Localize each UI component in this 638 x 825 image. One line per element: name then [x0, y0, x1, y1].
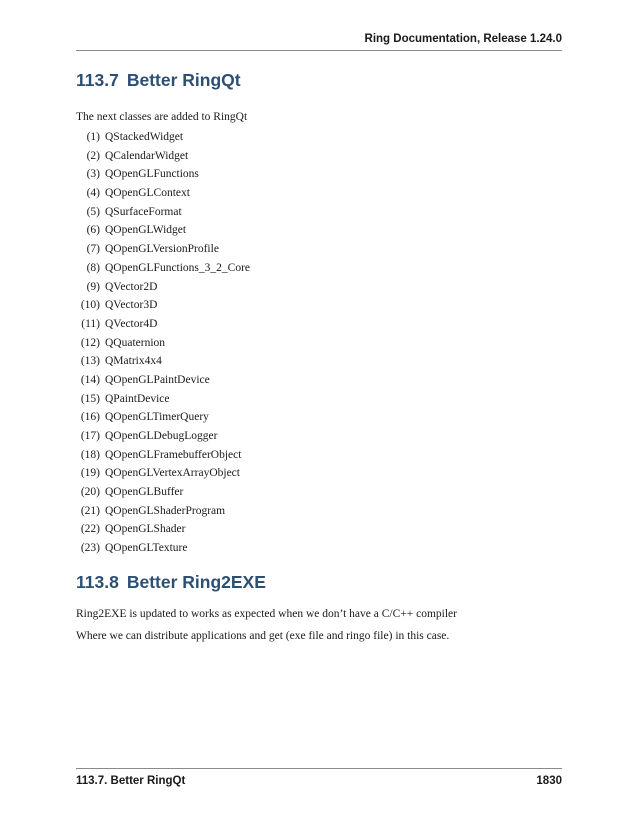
list-item-label: QStackedWidget [105, 131, 184, 143]
list-item-label: QOpenGLShaderProgram [105, 504, 226, 517]
list-item-label: QOpenGLFunctions [105, 168, 199, 181]
body-paragraph: Ring2EXE is updated to works as expected when we don’t have a C/C++ compiler [76, 608, 457, 620]
list-marker: (12) [80, 336, 100, 349]
list-item [76, 502, 250, 521]
section-number: 113.8 [76, 572, 119, 592]
list-item [76, 221, 250, 240]
list-marker: (21) [80, 504, 100, 517]
list-item-label: QPaintDevice [105, 392, 170, 405]
list-item [76, 539, 250, 558]
list-marker: (22) [80, 523, 100, 536]
list-item [76, 520, 250, 539]
list-item [76, 147, 250, 166]
list-item [76, 128, 250, 147]
footer-rule [76, 768, 562, 769]
list-item-label: QOpenGLDebugLogger [105, 430, 218, 442]
list-item [76, 184, 250, 203]
list-marker: (7) [86, 243, 100, 256]
list-marker: (19) [80, 467, 100, 480]
list-marker: (17) [80, 430, 100, 442]
list-item-label: QOpenGLVertexArrayObject [105, 467, 240, 480]
list-item-label: QOpenGLFunctions_3_2_Core [105, 261, 251, 274]
section-heading-better-ringqt [76, 70, 241, 91]
list-marker: (9) [86, 280, 100, 293]
running-header: Ring Documentation, Release 1.24.0 [364, 33, 562, 45]
list-marker: (1) [86, 131, 100, 143]
list-item [76, 203, 250, 222]
list-item-label: QOpenGLShader [105, 523, 186, 536]
list-marker: (8) [86, 261, 100, 274]
list-item-label: QOpenGLVersionProfile [105, 243, 219, 256]
list-item-label: QOpenGLTimerQuery [105, 411, 209, 424]
body-paragraph: Where we can distribute applications and get (exe file and ringo file) in this case. [76, 630, 450, 642]
list-item [76, 259, 250, 278]
class-list [76, 128, 250, 558]
list-marker: (5) [86, 205, 100, 218]
list-marker: (16) [80, 411, 100, 424]
list-item [76, 296, 250, 315]
list-marker: (20) [80, 486, 100, 499]
header-rule [76, 50, 562, 51]
list-marker: (10) [80, 299, 100, 312]
list-item [76, 483, 250, 502]
list-item-label: QOpenGLTexture [105, 542, 188, 555]
list-marker: (15) [80, 392, 100, 405]
list-item-label: QOpenGLContext [105, 187, 190, 200]
list-marker: (18) [80, 448, 100, 461]
list-item [76, 278, 250, 297]
list-marker: (14) [80, 373, 100, 386]
section-heading-better-ring2exe [76, 572, 266, 593]
list-item [76, 390, 250, 409]
list-item [76, 352, 250, 371]
section-title: Better Ring2EXE [126, 572, 266, 592]
list-item [76, 408, 250, 427]
list-item [76, 371, 250, 390]
list-marker: (3) [86, 168, 100, 181]
list-item [76, 165, 250, 184]
intro-paragraph: The next classes are added to RingQt [76, 111, 248, 123]
list-item [76, 240, 250, 259]
section-title: Better RingQt [126, 70, 241, 90]
footer-section-ref: 113.7. Better RingQt [76, 775, 186, 787]
list-item-label: QOpenGLFramebufferObject [105, 448, 242, 461]
list-item-label: QOpenGLWidget [105, 224, 187, 237]
list-marker: (2) [86, 149, 100, 162]
list-item-label: QQuaternion [105, 336, 166, 349]
list-item-label: QVector2D [105, 280, 158, 293]
section-number: 113.7 [76, 70, 119, 90]
list-item-label: QOpenGLPaintDevice [105, 373, 210, 386]
list-item-label: QMatrix4x4 [105, 355, 162, 368]
list-item [76, 334, 250, 353]
list-marker: (13) [80, 355, 100, 368]
list-item [76, 464, 250, 483]
list-item-label: QOpenGLBuffer [105, 486, 184, 499]
list-item-label: QSurfaceFormat [105, 205, 182, 218]
list-item-label: QVector3D [105, 299, 158, 312]
list-marker: (11) [81, 317, 100, 330]
page-number: 1830 [536, 775, 562, 787]
list-marker: (23) [80, 542, 100, 555]
list-item [76, 446, 250, 465]
list-item [76, 315, 250, 334]
list-marker: (4) [86, 187, 100, 200]
list-item [76, 427, 250, 446]
list-item-label: QCalendarWidget [105, 149, 189, 162]
list-marker: (6) [86, 224, 100, 237]
list-item-label: QVector4D [105, 317, 158, 330]
